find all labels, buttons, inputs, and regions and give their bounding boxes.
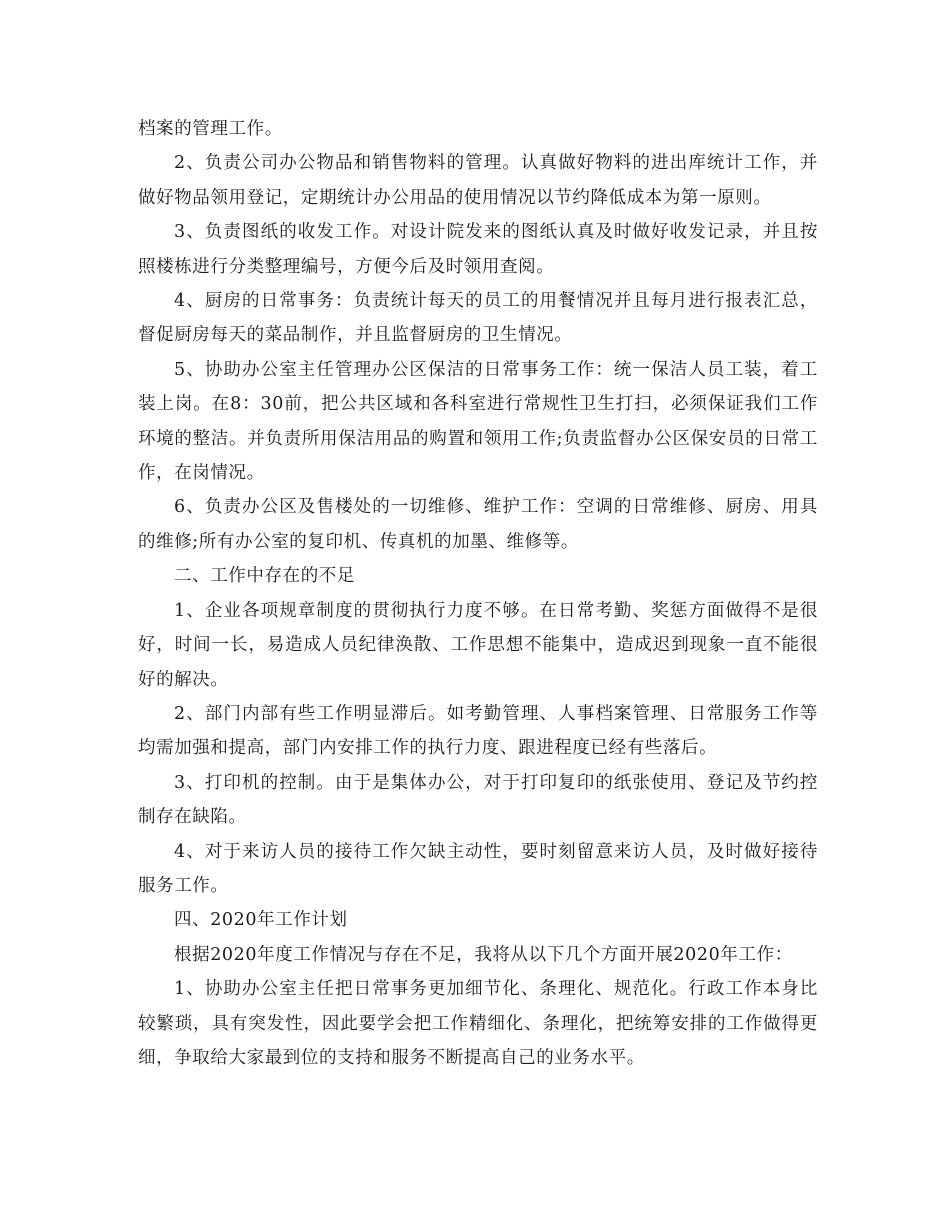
document-body bbox=[138, 112, 818, 1075]
paragraph-9: 3、打印机的控制。由于是集体办公，对于打印复印的纸张使用、登记及节约控制存在缺陷。 bbox=[138, 772, 818, 828]
paragraph-3: 4、厨房的日常事务：负责统计每天的员工的用餐情况并且每月进行报表汇总，督促厨房每天的菜品制作，并且监督厨房的卫生情况。 bbox=[138, 291, 818, 346]
paragraph-13: 1、协助办公室主任把日常事务更加细节化、条理化、规范化。行政工作本身比较繁琐，具有突发性，因此要学会把工作精细化、条理化，把统筹安排的工作做得更细，争取给大家最到位的支持和服务不断提高自己的业务水平。 bbox=[138, 979, 818, 1068]
paragraph-0: 档案的管理工作。 bbox=[138, 119, 283, 139]
paragraph-1: 2、负责公司办公物品和销售物料的管理。认真做好物料的进出库统计工作，并做好物品领用登记，定期统计办公用品的使用情况以节约降低成本为第一原则。 bbox=[138, 153, 818, 208]
section-heading-plan: 四、2020年工作计划 bbox=[174, 910, 348, 931]
paragraph-7: 1、企业各项规章制度的贯彻执行力度不够。在日常考勤、奖惩方面做得不是很好，时间一长，易造成人员纪律涣散、工作思想不能集中，造成迟到现象一直不能很好的解决。 bbox=[138, 600, 818, 690]
paragraph-10: 4、对于来访人员的接待工作欠缺主动性，要时刻留意来访人员，及时做好接待服务工作。 bbox=[138, 841, 818, 896]
paragraph-12: 根据2020年度工作情况与存在不足，我将从以下几个方面开展2020年工作： bbox=[174, 944, 793, 965]
paragraph-8: 2、部门内部有些工作明显滞后。如考勤管理、人事档案管理、日常服务工作等均需加强和提高，部门内安排工作的执行力度、跟进程度已经有些落后。 bbox=[138, 703, 818, 759]
paragraph-4: 5、协助办公室主任管理办公区保洁的日常事务工作：统一保洁人员工装，着工装上岗。在8：30前，把公共区域和各科室进行常规性卫生打扫，必须保证我们工作环境的整洁。并负责所用保洁用品的购置和领用工作;负责监督办公区保安员的日常工作，在岗情况。 bbox=[138, 359, 818, 484]
paragraph-2: 3、负责图纸的收发工作。对设计院发来的图纸认真及时做好收发记录，并且按照楼栋进行分类整理编号，方便今后及时领用查阅。 bbox=[138, 222, 818, 277]
section-heading-shortcomings: 二、工作中存在的不足 bbox=[174, 566, 355, 587]
paragraph-5: 6、负责办公区及售楼处的一切维修、维护工作：空调的日常维修、厨房、用具的维修;所有办公室的复印机、传真机的加墨、维修等。 bbox=[138, 497, 818, 552]
